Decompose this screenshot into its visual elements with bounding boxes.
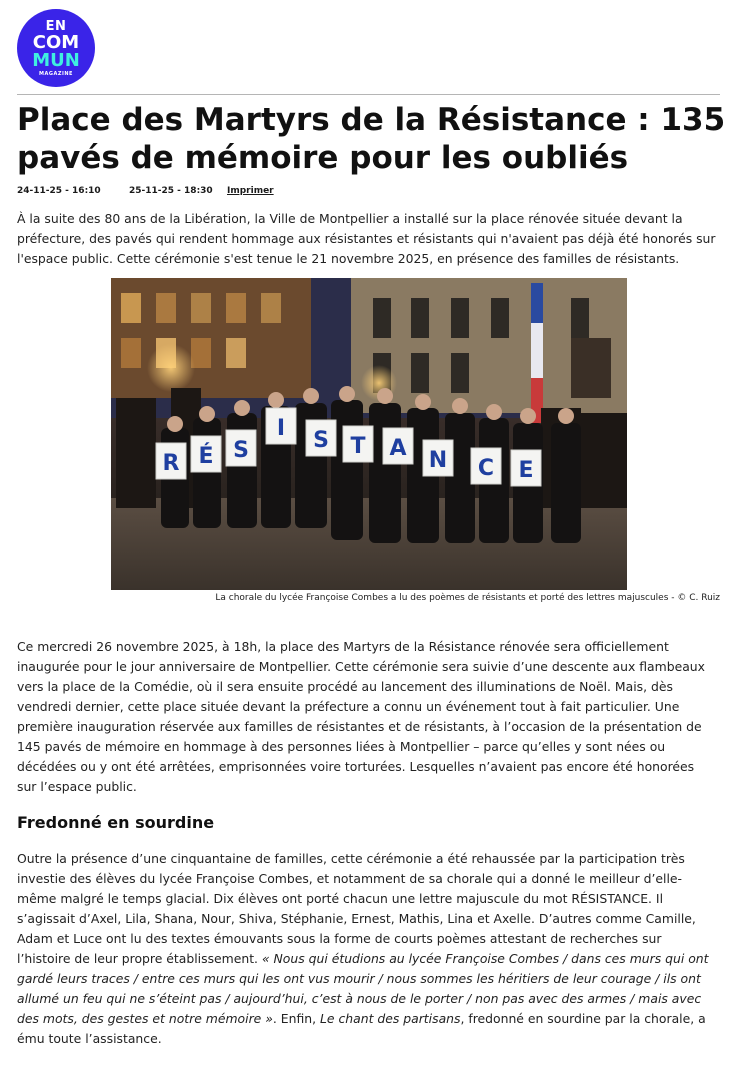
- letter-card-text: N: [428, 448, 448, 473]
- letter-card: [226, 430, 256, 466]
- logo-line-2: COM: [32, 31, 80, 53]
- header-divider: [17, 94, 720, 95]
- article-body-paragraph-2: [17, 849, 717, 1049]
- body-text: Outre la présence d’une cinquantaine de familles, cette cérémonie a été rehaussée par la participation très investie des élèves du lycée Françoise Combes, et notamment de sa chorale qui a donné le meilleur d’elle-même malgré le temps glacial. Dix élèves ont porté chacun une lettre majuscule du mot RÉSISTANCE. Il s’agissait d’Axel, Lila, Shana, Nour, Shiva, Stéphanie, Ernest, Mathis, Lina et Axelle. D’autres comme Camille, Adam et Luce ont lu des textes émouvants sous la forme de courts poèmes attestant de recherches sur l’histoire de leur propre établissement.: [17, 851, 696, 966]
- letter-card-text: E: [518, 458, 534, 483]
- letter-card-text: R: [162, 451, 180, 476]
- en-commun-logo[interactable]: [17, 9, 95, 87]
- letter-card-text: É: [198, 444, 214, 469]
- article-photo: [111, 278, 627, 590]
- logo-line-1: EN: [45, 18, 67, 34]
- letter-card: [266, 408, 296, 444]
- logo-line-3: MUN: [32, 49, 80, 71]
- letter-card: [306, 420, 336, 456]
- body-text-connector: . Enfin,: [272, 1011, 320, 1026]
- letter-card-text: I: [276, 416, 286, 441]
- poem-quote: « Nous qui étudions au lycée Françoise Combes / dans ces murs qui ont gardé leurs traces / entre ces murs qui les ont vus mourir / nous sommes les héritiers de leur courage / ils ont allumé un feu qui ne s’éteint pas / aujourd’hui, c’est à nous de le porter / non pas avec des armes / mais avec des mots, des gestes et notre mémoire »: [17, 951, 709, 1026]
- letter-card: [156, 443, 186, 479]
- letter-card-text: A: [389, 436, 407, 461]
- photo-caption: La chorale du lycée Françoise Combes a lu des poèmes de résistants et porté des lettres majuscules - © C. Ruiz: [215, 593, 720, 603]
- photo-illustration: [111, 278, 627, 590]
- article-intro: À la suite des 80 ans de la Libération, la Ville de Montpellier a installé sur la place rénovée située devant la préfecture, des pavés qui rendent hommage aux résistantes et résistants qui n'avaient pas déjà été honorés sur l'espace public. Cette cérémonie s'est tenue le 21 novembre 2025, en présence des familles de résistants.: [17, 211, 716, 266]
- letter-card-text: T: [350, 434, 366, 459]
- letter-card-text: S: [313, 428, 329, 453]
- article-subheading: Fredonné en sourdine: [17, 813, 215, 832]
- letter-card: [511, 450, 541, 486]
- logo-line-4: MAGAZINE: [39, 70, 73, 77]
- letter-card-text: S: [233, 438, 249, 463]
- body-text-end: , fredonné en sourdine par la chorale, a ému toute l’assistance.: [17, 1011, 706, 1046]
- published-date: 24-11-25 - 16:10: [17, 186, 101, 196]
- letter-card: [423, 440, 453, 476]
- article-body-paragraph-1: Ce mercredi 26 novembre 2025, à 18h, la place des Martyrs de la Résistance rénovée sera officiellement inaugurée pour le jour anniversaire de Montpellier. Cette cérémonie sera suivie d’une descente aux flambeaux vers la place de la Comédie, où il sera ensuite procédé au lancement des illuminations de Noël. Mais, dès vendredi dernier, cette place située devant la préfecture a connu un événement tout à fait particulier. Une première inauguration réservée aux familles de résistantes et de résistants, à l’occasion de la présentation de 145 pavés de mémoire en hommage à des personnes liées à Montpellier – parce qu’elles y sont nées ou décédées ou y ont été arrêtées, emprisonnées voire torturées. Lesquelles n’avaient pas encore été honorées sur l’espace public.: [17, 639, 705, 794]
- letter-card: [383, 428, 413, 464]
- song-title: Le chant des partisans: [320, 1011, 461, 1026]
- article-title: Place des Martyrs de la Résistance : 135 pavés de mémoire pour les oubliés: [17, 102, 726, 176]
- letter-card: [191, 436, 221, 472]
- print-link[interactable]: Imprimer: [227, 186, 274, 196]
- letter-card: [343, 426, 373, 462]
- letter-card-text: C: [477, 456, 495, 481]
- letter-card: [471, 448, 501, 484]
- updated-date: 25-11-25 - 18:30: [129, 186, 213, 196]
